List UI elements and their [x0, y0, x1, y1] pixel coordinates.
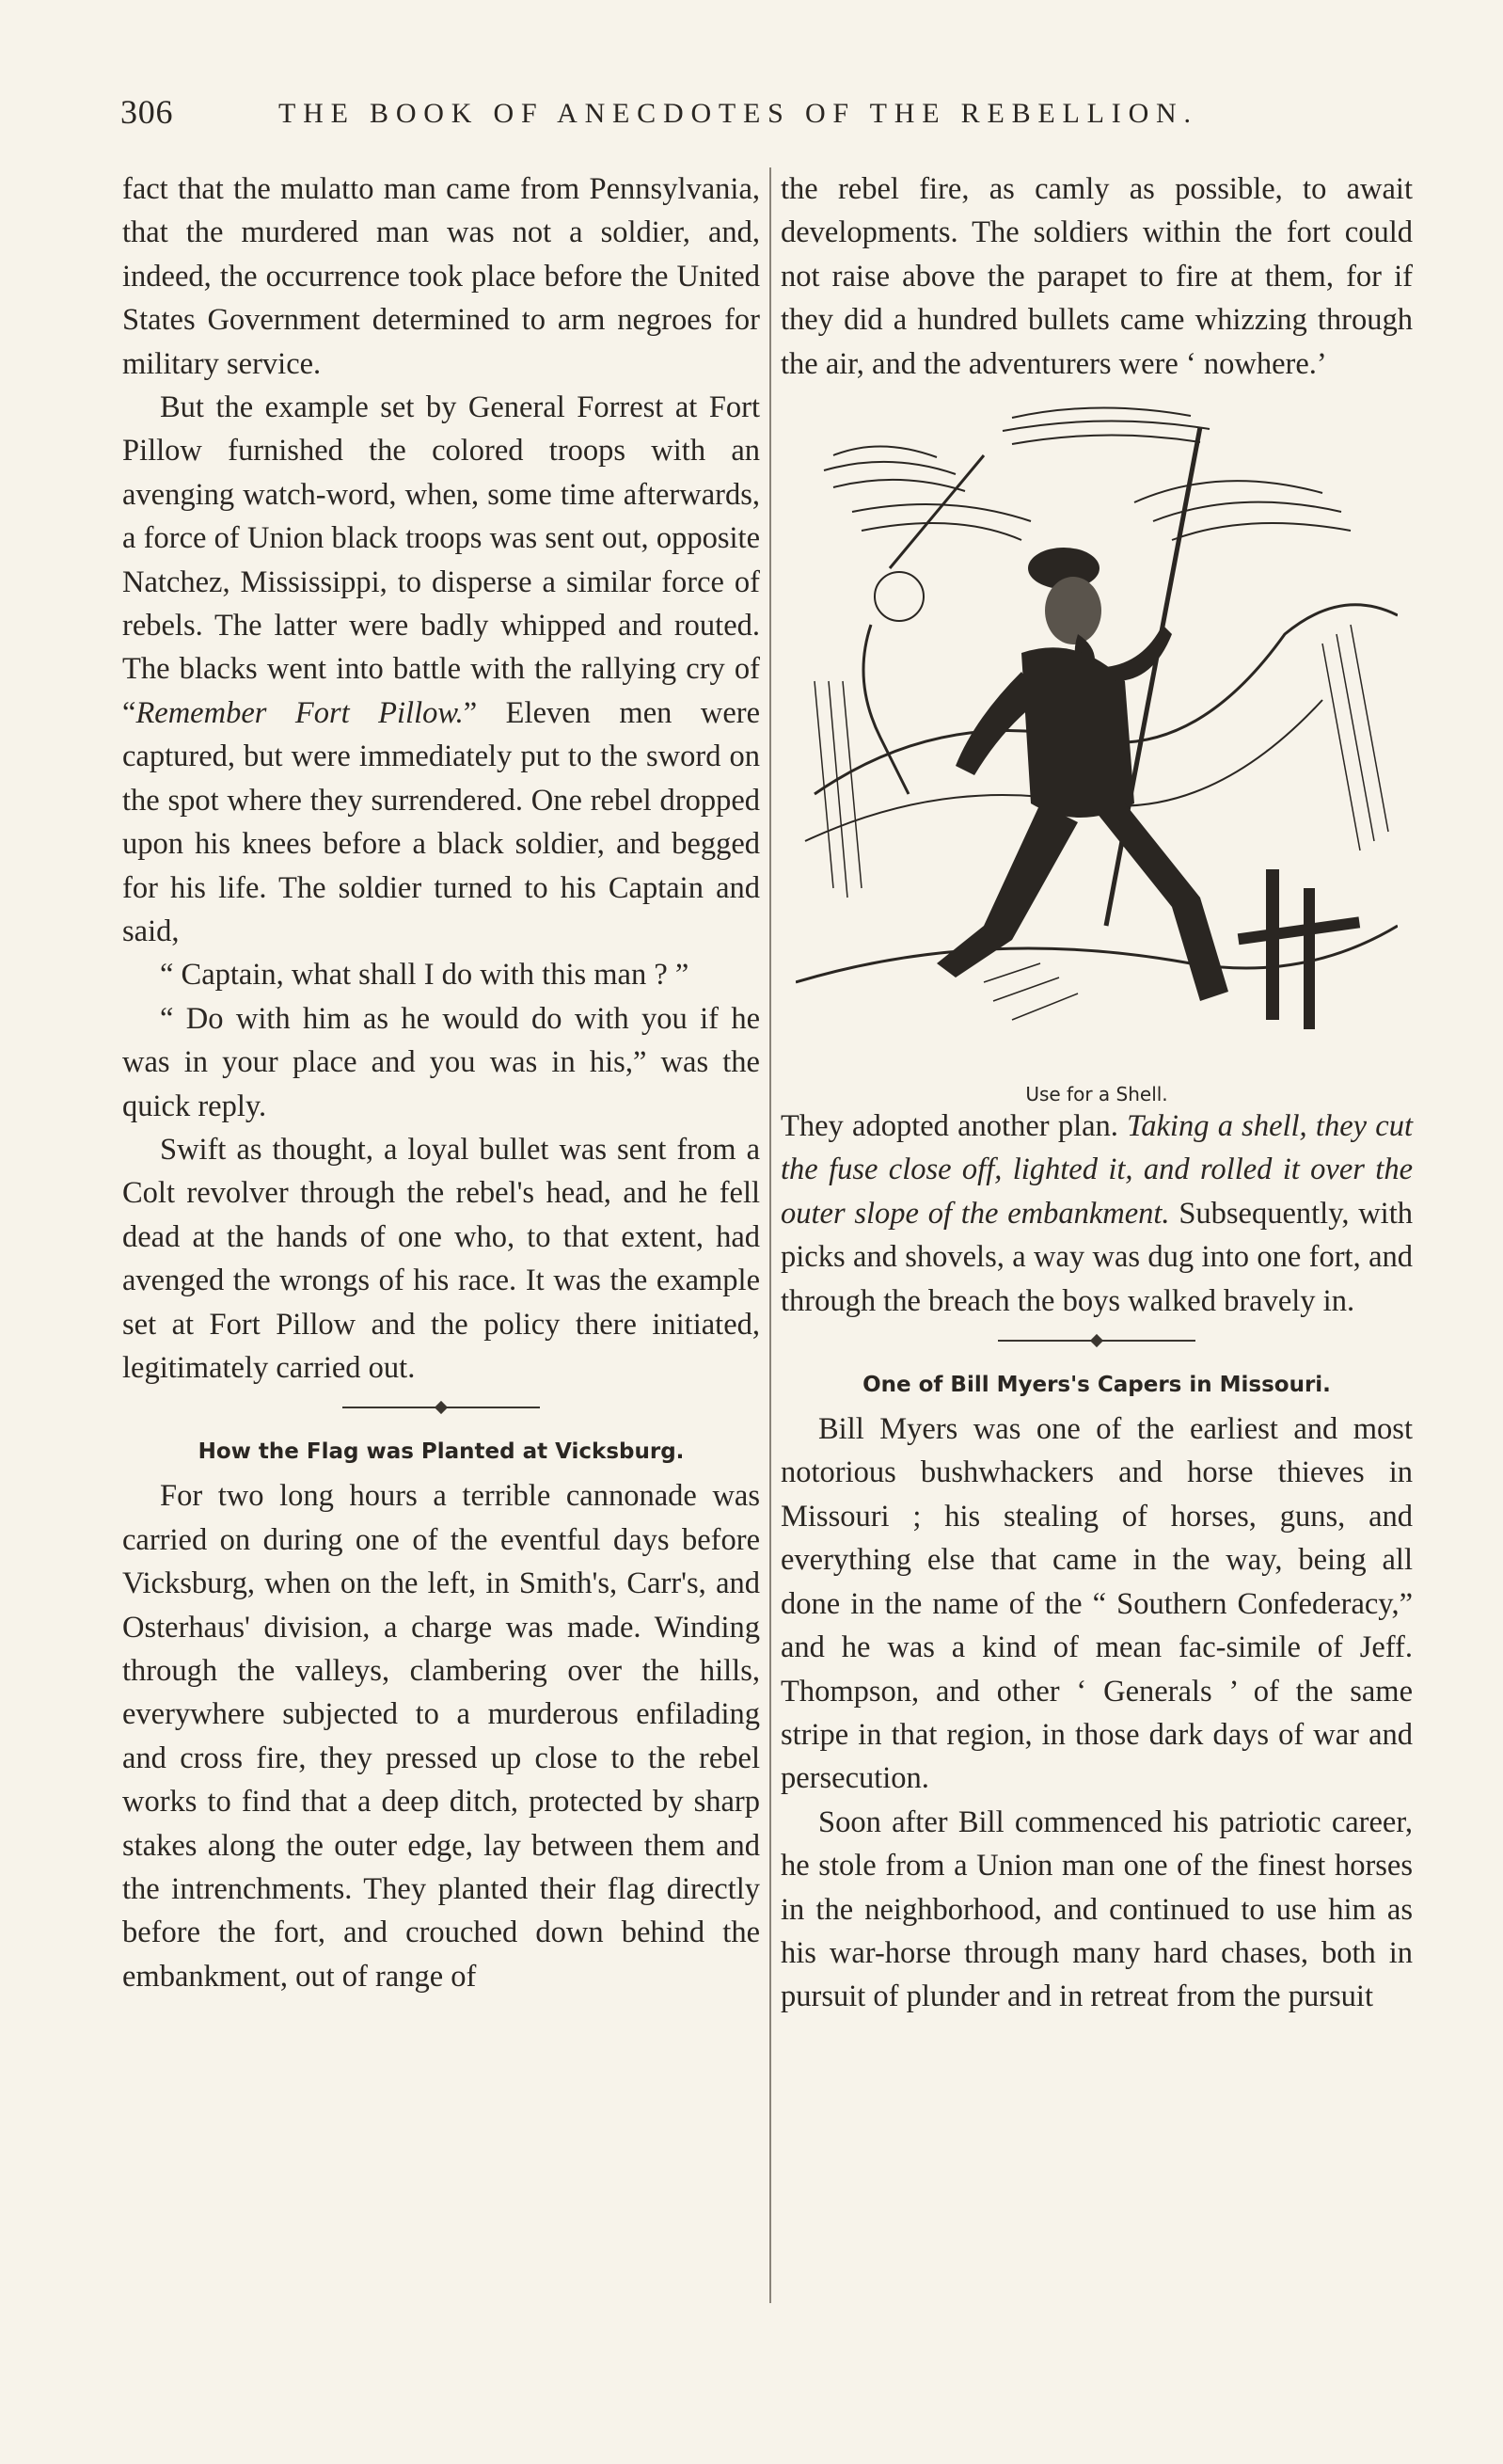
- running-title: THE BOOK OF ANECDOTES OF THE REBELLION.: [278, 98, 1198, 129]
- soldier-engraving-illustration: [796, 399, 1398, 1076]
- left-column: [122, 167, 760, 1998]
- section-separator: [342, 1399, 540, 1416]
- paragraph: fact that the mulatto man came from Pennsylvania, that the murdered man was not a soldier, and, indeed, the occurrence took place before the United States Government determined to arm negroes for military service.: [122, 172, 760, 381]
- figure-caption: Use for a Shell.: [1025, 1083, 1168, 1106]
- paragraph: For two long hours a terrible cannonade was carried on during one of the eventful days before Vicksburg, when on the left, in Smith's, Carr's, and Osterhaus' division, a charge was made. Winding through the valleys, clambering over the hills, everywhere subjected to a murderous enfilading and cross fire, they pressed up close to the rebel works to find that a deep ditch, protected by sharp stakes along the outer edge, lay between them and the intrenchments. They planted their flag directly before the fort, and crouched down behind the embankment, out of range of: [122, 1479, 760, 1994]
- right-column: [781, 167, 1413, 2019]
- paragraph: [781, 1105, 1413, 1323]
- paragraph: Swift as thought, a loyal bullet was sent from a Colt revolver through the rebel's head, and he fell dead at the hands of one who, to that extent, had avenged the wrongs of his race. It was the example set at Fort Pillow and the policy there initiated, legitimately carried out.: [122, 1132, 760, 1385]
- paragraph: the rebel fire, as camly as possible, to await developments. The soldiers within the fort could not raise above the parapet to fire at them, for if they did a hundred bullets came whizzing through the air, and the adventurers were ‘ nowhere.’: [781, 172, 1413, 381]
- paragraph: Soon after Bill commenced his patriotic career, he stole from a Union man one of the finest horses in the neighborhood, and continued to use him as his war-horse through many hard chases, both in pursuit of plunder and in retreat from the pursuit: [781, 1804, 1413, 2014]
- text-run: They adopted another plan.: [781, 1109, 1128, 1144]
- section-separator: [998, 1332, 1195, 1349]
- italic-text: Remember Fort Pillow.: [135, 695, 464, 730]
- italic-text: Taking a shell, they cut the fuse close off, lighted it, and rolled it over the outer slope of the embankment.: [781, 1109, 1413, 1231]
- dialogue-line: “ Captain, what shall I do with this man ? ”: [160, 958, 689, 993]
- text-run: ” Eleven men were captured, but were immediately put to the sword on the spot where they surrendered. One rebel dropped upon his knees before a black soldier, and begged for his life. The soldier turned to his Captain and said,: [122, 695, 761, 948]
- engraving-figure: [796, 399, 1398, 1105]
- page-number: 306: [120, 93, 174, 131]
- paragraph: [122, 386, 760, 953]
- section-heading: How the Flag was Planted at Vicksburg.: [198, 1439, 685, 1465]
- column-divider: [769, 167, 771, 2303]
- section-heading: One of Bill Myers's Capers in Missouri.: [862, 1373, 1331, 1398]
- text-run: Subsequently, with picks and shovels, a way was dug into one fort, and through the breach the boys walked bravely in.: [781, 1196, 1413, 1318]
- paragraph: Bill Myers was one of the earliest and most notorious bushwhackers and horse thieves in Missouri ; his stealing of horses, guns, and everything else that came in the way, being all done in the name of the “ Southern Confederacy,” and he was a kind of mean fac-simile of Jeff. Thompson, and other ‘ Generals ’ of the same stripe in that region, in those dark days of war and persecution.: [781, 1412, 1413, 1796]
- dialogue-line: “ Do with him as he would do with you if he was in your place and you was in his,” was the quick reply.: [122, 1001, 760, 1123]
- page-header: [120, 92, 1418, 139]
- text-run: But the example set by General Forrest at Fort Pillow furnished the colored troops with an avenging watch-word, when, some time afterwards, a force of Union black troops was sent out, opposite Natchez, Mississippi, to disperse a similar force of rebels. The latter were badly whipped and routed. The blacks went into battle with the rallying cry of “: [122, 390, 760, 730]
